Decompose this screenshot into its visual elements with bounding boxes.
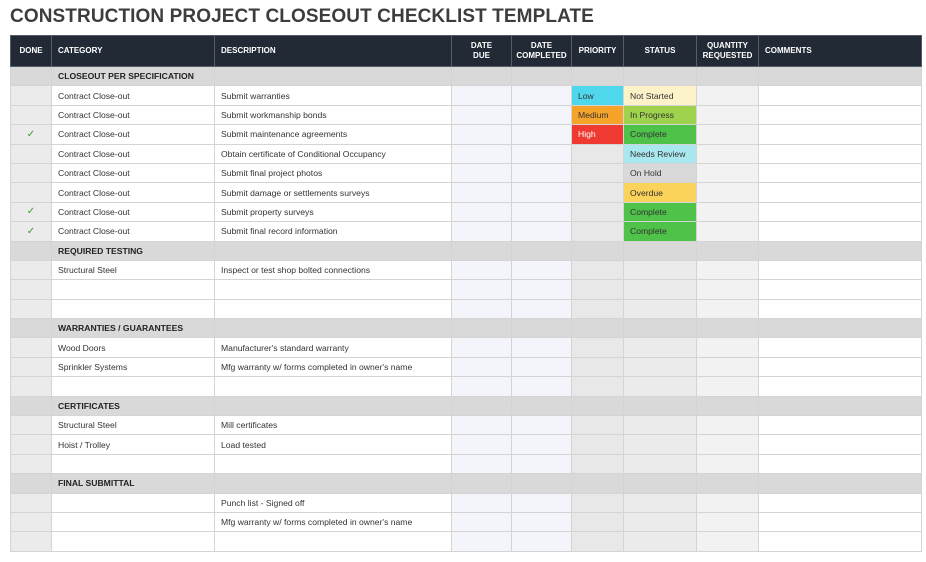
date-due-cell[interactable]: [452, 435, 512, 454]
date-completed-cell[interactable]: [512, 338, 572, 357]
header-done: DONE: [11, 36, 52, 67]
comments-cell[interactable]: [759, 338, 922, 357]
status-cell[interactable]: [624, 241, 697, 260]
header-status: STATUS: [624, 36, 697, 67]
description-cell[interactable]: [215, 241, 452, 260]
comments-cell[interactable]: [759, 125, 922, 144]
description-cell[interactable]: [215, 377, 452, 396]
comments-cell[interactable]: [759, 241, 922, 260]
table-row: [11, 377, 922, 396]
comments-cell[interactable]: [759, 377, 922, 396]
status-cell[interactable]: Complete: [624, 202, 697, 221]
done-checkbox[interactable]: [11, 435, 52, 454]
date-due-cell[interactable]: [452, 377, 512, 396]
date-completed-cell[interactable]: [512, 241, 572, 260]
done-cell[interactable]: [11, 474, 52, 493]
table-row: [11, 512, 922, 531]
description-cell[interactable]: Load tested: [215, 435, 452, 454]
header-date-completed: [512, 36, 572, 67]
category-cell[interactable]: Structural Steel: [52, 416, 215, 435]
table-row: [11, 202, 922, 221]
date-due-cell[interactable]: [452, 396, 512, 415]
comments-cell[interactable]: [759, 357, 922, 376]
date-completed-cell[interactable]: [512, 260, 572, 279]
comments-cell[interactable]: [759, 319, 922, 338]
category-cell[interactable]: Contract Close-out: [52, 125, 215, 144]
quantity-cell[interactable]: [697, 86, 759, 105]
description-cell[interactable]: Mfg warranty w/ forms completed in owner's name: [215, 512, 452, 531]
done-checkbox[interactable]: [11, 377, 52, 396]
category-cell[interactable]: Contract Close-out: [52, 163, 215, 182]
priority-cell[interactable]: [572, 512, 624, 531]
status-cell[interactable]: [624, 435, 697, 454]
category-cell[interactable]: Wood Doors: [52, 338, 215, 357]
category-cell[interactable]: Contract Close-out: [52, 222, 215, 241]
comments-cell[interactable]: [759, 532, 922, 551]
status-cell[interactable]: [624, 338, 697, 357]
done-checkbox[interactable]: ✓: [11, 222, 52, 241]
date-due-cell[interactable]: [452, 454, 512, 473]
priority-cell[interactable]: [572, 163, 624, 182]
priority-cell[interactable]: [572, 532, 624, 551]
priority-cell[interactable]: [572, 357, 624, 376]
header-date-completed-line1: DATE: [530, 41, 553, 50]
description-cell[interactable]: Manufacturer's standard warranty: [215, 338, 452, 357]
comments-cell[interactable]: [759, 67, 922, 86]
status-cell[interactable]: [624, 532, 697, 551]
date-completed-cell[interactable]: [512, 280, 572, 299]
description-cell[interactable]: [215, 474, 452, 493]
date-completed-cell[interactable]: [512, 299, 572, 318]
comments-cell[interactable]: [759, 183, 922, 202]
date-completed-cell[interactable]: [512, 377, 572, 396]
quantity-cell[interactable]: [697, 183, 759, 202]
priority-cell[interactable]: [572, 67, 624, 86]
table-row: [11, 125, 922, 144]
description-cell[interactable]: Punch list - Signed off: [215, 493, 452, 512]
priority-cell[interactable]: [572, 280, 624, 299]
date-completed-cell[interactable]: [512, 493, 572, 512]
section-label: CERTIFICATES: [52, 396, 215, 415]
table-row: [11, 435, 922, 454]
comments-cell[interactable]: [759, 105, 922, 124]
header-date-due: [452, 36, 512, 67]
comments-cell[interactable]: [759, 86, 922, 105]
category-cell[interactable]: [52, 512, 215, 531]
date-due-cell[interactable]: [452, 260, 512, 279]
priority-cell[interactable]: [572, 454, 624, 473]
priority-cell[interactable]: High: [572, 125, 624, 144]
comments-cell[interactable]: [759, 512, 922, 531]
priority-cell[interactable]: [572, 416, 624, 435]
description-cell[interactable]: Submit warranties: [215, 86, 452, 105]
section-label: FINAL SUBMITTAL: [52, 474, 215, 493]
date-completed-cell[interactable]: [512, 202, 572, 221]
category-cell[interactable]: [52, 454, 215, 473]
done-checkbox[interactable]: [11, 183, 52, 202]
description-cell[interactable]: [215, 454, 452, 473]
date-completed-cell[interactable]: [512, 396, 572, 415]
done-checkbox[interactable]: [11, 357, 52, 376]
date-due-cell[interactable]: [452, 183, 512, 202]
comments-cell[interactable]: [759, 202, 922, 221]
comments-cell[interactable]: [759, 299, 922, 318]
category-cell[interactable]: [52, 299, 215, 318]
description-cell[interactable]: Submit damage or settlements surveys: [215, 183, 452, 202]
done-cell[interactable]: [11, 319, 52, 338]
status-cell[interactable]: Complete: [624, 222, 697, 241]
status-cell[interactable]: [624, 396, 697, 415]
header-date-completed-line2: COMPLETED: [516, 51, 567, 60]
status-cell[interactable]: On Hold: [624, 163, 697, 182]
table-row: [11, 280, 922, 299]
priority-cell[interactable]: Medium: [572, 105, 624, 124]
category-cell[interactable]: Contract Close-out: [52, 144, 215, 163]
comments-cell[interactable]: [759, 260, 922, 279]
description-cell[interactable]: Submit property surveys: [215, 202, 452, 221]
table-row: [11, 454, 922, 473]
checklist-table: [10, 35, 922, 552]
quantity-cell[interactable]: [697, 532, 759, 551]
done-checkbox[interactable]: [11, 532, 52, 551]
header-date-due-line2: DUE: [473, 51, 490, 60]
comments-cell[interactable]: [759, 144, 922, 163]
quantity-cell[interactable]: [697, 67, 759, 86]
table-row: [11, 338, 922, 357]
header-comments: COMMENTS: [759, 36, 922, 67]
done-checkbox[interactable]: [11, 105, 52, 124]
table-row: [11, 532, 922, 551]
done-checkbox[interactable]: [11, 512, 52, 531]
priority-cell[interactable]: [572, 202, 624, 221]
table-row: [11, 183, 922, 202]
comments-cell[interactable]: [759, 222, 922, 241]
status-cell[interactable]: Complete: [624, 125, 697, 144]
done-checkbox[interactable]: [11, 454, 52, 473]
header-category: CATEGORY: [52, 36, 215, 67]
category-cell[interactable]: Contract Close-out: [52, 105, 215, 124]
quantity-cell[interactable]: [697, 338, 759, 357]
done-checkbox[interactable]: [11, 86, 52, 105]
table-row: [11, 144, 922, 163]
priority-cell[interactable]: Low: [572, 86, 624, 105]
status-cell[interactable]: [624, 260, 697, 279]
priority-cell[interactable]: [572, 493, 624, 512]
done-cell[interactable]: [11, 241, 52, 260]
date-due-cell[interactable]: [452, 299, 512, 318]
comments-cell[interactable]: [759, 416, 922, 435]
comments-cell[interactable]: [759, 163, 922, 182]
date-due-cell[interactable]: [452, 163, 512, 182]
category-cell[interactable]: Structural Steel: [52, 260, 215, 279]
status-cell[interactable]: [624, 512, 697, 531]
quantity-cell[interactable]: [697, 144, 759, 163]
status-cell[interactable]: [624, 319, 697, 338]
date-completed-cell[interactable]: [512, 105, 572, 124]
quantity-cell[interactable]: [697, 474, 759, 493]
date-due-cell[interactable]: [452, 532, 512, 551]
quantity-cell[interactable]: [697, 493, 759, 512]
table-row: [11, 260, 922, 279]
date-completed-cell[interactable]: [512, 532, 572, 551]
priority-cell[interactable]: [572, 338, 624, 357]
done-checkbox[interactable]: ✓: [11, 202, 52, 221]
comments-cell[interactable]: [759, 280, 922, 299]
date-due-cell[interactable]: [452, 512, 512, 531]
table-row: [11, 357, 922, 376]
description-cell[interactable]: [215, 319, 452, 338]
priority-cell[interactable]: [572, 299, 624, 318]
quantity-cell[interactable]: [697, 163, 759, 182]
quantity-cell[interactable]: [697, 105, 759, 124]
date-due-cell[interactable]: [452, 416, 512, 435]
category-cell[interactable]: Contract Close-out: [52, 86, 215, 105]
date-due-cell[interactable]: [452, 338, 512, 357]
date-due-cell[interactable]: [452, 67, 512, 86]
table-row: [11, 105, 922, 124]
quantity-cell[interactable]: [697, 357, 759, 376]
description-cell[interactable]: [215, 299, 452, 318]
section-label: CLOSEOUT PER SPECIFICATION: [52, 67, 215, 86]
date-completed-cell[interactable]: [512, 67, 572, 86]
status-cell[interactable]: [624, 454, 697, 473]
done-checkbox[interactable]: [11, 144, 52, 163]
date-due-cell[interactable]: [452, 222, 512, 241]
description-cell[interactable]: Mfg warranty w/ forms completed in owner's name: [215, 357, 452, 376]
date-completed-cell[interactable]: [512, 183, 572, 202]
quantity-cell[interactable]: [697, 222, 759, 241]
description-cell[interactable]: Mill certificates: [215, 416, 452, 435]
date-completed-cell[interactable]: [512, 163, 572, 182]
date-completed-cell[interactable]: [512, 435, 572, 454]
header-quantity-line2: REQUESTED: [702, 51, 753, 60]
date-due-cell[interactable]: [452, 144, 512, 163]
date-completed-cell[interactable]: [512, 144, 572, 163]
section-row: [11, 396, 922, 415]
category-cell[interactable]: [52, 493, 215, 512]
status-cell[interactable]: [624, 474, 697, 493]
done-checkbox[interactable]: [11, 416, 52, 435]
date-completed-cell[interactable]: [512, 222, 572, 241]
comments-cell[interactable]: [759, 396, 922, 415]
status-cell[interactable]: [624, 377, 697, 396]
status-cell[interactable]: Needs Review: [624, 144, 697, 163]
description-cell[interactable]: Submit workmanship bonds: [215, 105, 452, 124]
done-checkbox[interactable]: [11, 280, 52, 299]
date-completed-cell[interactable]: [512, 357, 572, 376]
table-row: [11, 222, 922, 241]
description-cell[interactable]: Submit final project photos: [215, 163, 452, 182]
quantity-cell[interactable]: [697, 416, 759, 435]
date-due-cell[interactable]: [452, 357, 512, 376]
category-cell[interactable]: Hoist / Trolley: [52, 435, 215, 454]
quantity-cell[interactable]: [697, 125, 759, 144]
section-row: [11, 319, 922, 338]
done-checkbox[interactable]: [11, 260, 52, 279]
status-cell[interactable]: [624, 416, 697, 435]
comments-cell[interactable]: [759, 454, 922, 473]
priority-cell[interactable]: [572, 396, 624, 415]
header-description: DESCRIPTION: [215, 36, 452, 67]
quantity-cell[interactable]: [697, 280, 759, 299]
date-completed-cell[interactable]: [512, 454, 572, 473]
quantity-cell[interactable]: [697, 299, 759, 318]
page-title: CONSTRUCTION PROJECT CLOSEOUT CHECKLIST TEMPLATE: [10, 6, 594, 27]
status-cell[interactable]: In Progress: [624, 105, 697, 124]
header-date-due-line1: DATE: [470, 41, 493, 50]
description-cell[interactable]: Obtain certificate of Conditional Occupancy: [215, 144, 452, 163]
status-cell[interactable]: Not Started: [624, 86, 697, 105]
description-cell[interactable]: Inspect or test shop bolted connections: [215, 260, 452, 279]
date-due-cell[interactable]: [452, 280, 512, 299]
done-checkbox[interactable]: [11, 299, 52, 318]
done-cell[interactable]: [11, 396, 52, 415]
priority-cell[interactable]: [572, 241, 624, 260]
quantity-cell[interactable]: [697, 202, 759, 221]
table-row: [11, 163, 922, 182]
description-cell[interactable]: [215, 67, 452, 86]
header-priority: PRIORITY: [572, 36, 624, 67]
priority-cell[interactable]: [572, 222, 624, 241]
date-completed-cell[interactable]: [512, 416, 572, 435]
priority-cell[interactable]: [572, 260, 624, 279]
done-checkbox[interactable]: [11, 493, 52, 512]
quantity-cell[interactable]: [697, 260, 759, 279]
date-due-cell[interactable]: [452, 105, 512, 124]
date-due-cell[interactable]: [452, 202, 512, 221]
date-completed-cell[interactable]: [512, 125, 572, 144]
category-cell[interactable]: Contract Close-out: [52, 202, 215, 221]
status-cell[interactable]: Overdue: [624, 183, 697, 202]
description-cell[interactable]: Submit final record information: [215, 222, 452, 241]
status-cell[interactable]: [624, 299, 697, 318]
priority-cell[interactable]: [572, 474, 624, 493]
date-completed-cell[interactable]: [512, 319, 572, 338]
category-cell[interactable]: [52, 532, 215, 551]
comments-cell[interactable]: [759, 493, 922, 512]
quantity-cell[interactable]: [697, 435, 759, 454]
date-due-cell[interactable]: [452, 125, 512, 144]
quantity-cell[interactable]: [697, 241, 759, 260]
quantity-cell[interactable]: [697, 454, 759, 473]
section-label: REQUIRED TESTING: [52, 241, 215, 260]
priority-cell[interactable]: [572, 144, 624, 163]
date-completed-cell[interactable]: [512, 512, 572, 531]
header-row: [11, 36, 922, 67]
date-completed-cell[interactable]: [512, 474, 572, 493]
priority-cell[interactable]: [572, 319, 624, 338]
priority-cell[interactable]: [572, 183, 624, 202]
status-cell[interactable]: [624, 357, 697, 376]
quantity-cell[interactable]: [697, 512, 759, 531]
date-due-cell[interactable]: [452, 493, 512, 512]
section-row: [11, 67, 922, 86]
table-row: [11, 493, 922, 512]
quantity-cell[interactable]: [697, 377, 759, 396]
section-row: [11, 241, 922, 260]
priority-cell[interactable]: [572, 377, 624, 396]
header-quantity-requested: [697, 36, 759, 67]
status-cell[interactable]: [624, 67, 697, 86]
section-row: [11, 474, 922, 493]
category-cell[interactable]: Sprinkler Systems: [52, 357, 215, 376]
quantity-cell[interactable]: [697, 319, 759, 338]
date-due-cell[interactable]: [452, 241, 512, 260]
date-completed-cell[interactable]: [512, 86, 572, 105]
status-cell[interactable]: [624, 280, 697, 299]
description-cell[interactable]: [215, 532, 452, 551]
description-cell[interactable]: Submit maintenance agreements: [215, 125, 452, 144]
table-row: [11, 416, 922, 435]
description-cell[interactable]: [215, 280, 452, 299]
done-checkbox[interactable]: ✓: [11, 125, 52, 144]
priority-cell[interactable]: [572, 435, 624, 454]
table-row: [11, 299, 922, 318]
header-quantity-line1: QUANTITY: [707, 41, 748, 50]
status-cell[interactable]: [624, 493, 697, 512]
date-due-cell[interactable]: [452, 86, 512, 105]
table-row: [11, 86, 922, 105]
done-cell[interactable]: [11, 67, 52, 86]
quantity-cell[interactable]: [697, 396, 759, 415]
category-cell[interactable]: [52, 377, 215, 396]
section-label: WARRANTIES / GUARANTEES: [52, 319, 215, 338]
description-cell[interactable]: [215, 396, 452, 415]
comments-cell[interactable]: [759, 435, 922, 454]
comments-cell[interactable]: [759, 474, 922, 493]
category-cell[interactable]: [52, 280, 215, 299]
date-due-cell[interactable]: [452, 474, 512, 493]
done-checkbox[interactable]: [11, 338, 52, 357]
category-cell[interactable]: Contract Close-out: [52, 183, 215, 202]
done-checkbox[interactable]: [11, 163, 52, 182]
date-due-cell[interactable]: [452, 319, 512, 338]
